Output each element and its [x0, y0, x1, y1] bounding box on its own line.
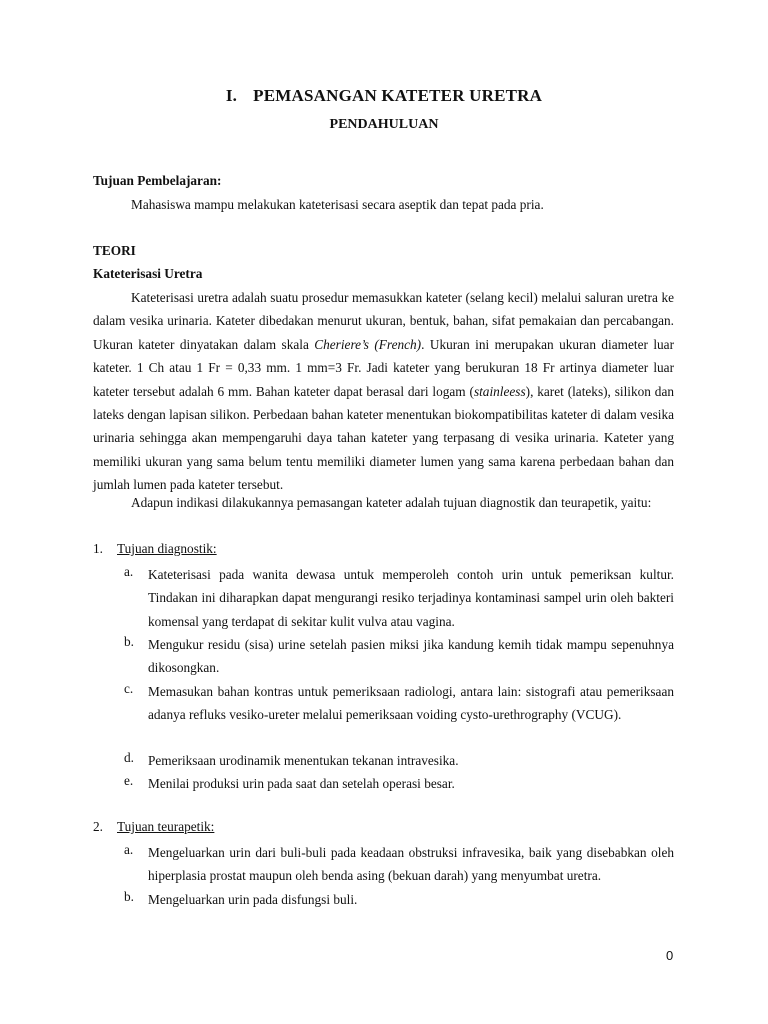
diagnostic-item-a-marker: a. — [124, 564, 134, 579]
therapeutic-item-b: Mengeluarkan urin pada disfungsi buli. — [148, 892, 358, 907]
objective-heading: Tujuan Pembelajaran: — [93, 173, 222, 188]
theory-paragraph-2: Adapun indikasi dilakukannya pemasangan kateter adalah tujuan diagnostik dan teurapetik, yaitu: — [131, 495, 652, 510]
diagnostic-item-a: Kateterisasi pada wanita dewasa untuk memperoleh contoh urin untuk pemeriksan kultur. Tindakan ini diharapkan dapat mengurangi resiko terjadinya kontaminasi sampel urin oleh bakteri komensal yang terdapat di sekitar kulit vulva atau vagina. — [148, 567, 674, 629]
diagnostic-item-e: Menilai produksi urin pada saat dan setelah operasi besar. — [148, 776, 455, 791]
diagnostic-heading: Tujuan diagnostik: — [117, 541, 217, 556]
diagnostic-item-d-marker: d. — [124, 750, 134, 765]
theory-heading: TEORI — [93, 243, 136, 258]
section-subtitle: PENDAHULUAN — [329, 117, 439, 132]
diagnostic-item-e-marker: e. — [124, 773, 134, 788]
page-title — [0, 86, 768, 106]
p1-part-c: ), karet (lateks), silikon dan lateks dengan lapisan silikon. Perbedaan bahan kateter menentukan biokompatibilitas kateter di dalam vesika urinaria sehingga akan mempengaruhi daya tahan kateter yang terpasang di vesika urinaria. Kateter yang memiliki ukuran yang sama belum tentu memiliki diameter lumen yang sama karena perbedaan bahan dan jumlah lumen pada kateter tersebut. — [93, 383, 674, 493]
p1-italic-cheriere: Cheriere’s (French) — [314, 336, 422, 352]
p1-italic-stainless: stainleess — [473, 383, 526, 399]
objective-text: Mahasiswa mampu melakukan kateterisasi secara aseptik dan tepat pada pria. — [131, 197, 544, 212]
diagnostic-item-c: Memasukan bahan kontras untuk pemeriksaan radiologi, antara lain: sistografi atau pemeriksaan adanya refluks vesiko-ureter melalui pemeriksaan voiding cysto-urethrography (VCUG). — [148, 684, 674, 723]
therapeutic-item-a-marker: a. — [124, 842, 134, 857]
p1-part-a: Kateterisasi uretra adalah suatu prosedur memasukkan kateter (selang kecil) melalui saluran uretra ke dalam vesika urinaria. Kateter dibedakan menurut ukuran, bentuk, bahan, sifat pemakaian dan percabangan. Ukuran kateter dinyatakan dalam skala — [93, 290, 674, 352]
therapeutic-item-b-marker: b. — [124, 889, 134, 904]
title-number: I. — [225, 86, 238, 105]
diagnostic-item-c-marker: c. — [124, 681, 134, 696]
page-number: 0 — [666, 948, 674, 963]
theory-paragraph-1 — [93, 286, 674, 497]
p1-part-b: . Ukuran ini merupakan ukuran diameter luar kateter. 1 Ch atau 1 Fr = 0,33 mm. 1 mm=3 Fr. Jadi kateter yang berukuran 18 Fr artinya diameter luar kateter tersebut adalah 6 mm. Bahan kateter dapat berasal dari logam ( — [93, 336, 674, 399]
diagnostic-item-d: Pemeriksaan urodinamik menentukan tekanan intravesika. — [148, 753, 459, 768]
therapeutic-heading: Tujuan teurapetik: — [117, 819, 215, 834]
title-text: PEMASANGAN KATETER URETRA — [253, 86, 543, 105]
diagnostic-item-b: Mengukur residu (sisa) urine setelah pasien miksi jika kandung kemih tidak mampu sepenuhnya dikosongkan. — [148, 637, 674, 676]
diagnostic-number: 1. — [93, 541, 103, 556]
diagnostic-item-b-marker: b. — [124, 634, 134, 649]
therapeutic-number: 2. — [93, 819, 103, 834]
theory-subheading: Kateterisasi Uretra — [93, 266, 203, 281]
therapeutic-item-a: Mengeluarkan urin dari buli-buli pada keadaan obstruksi infravesika, baik yang disebabkan oleh hiperplasia prostat maupun oleh benda asing (bekuan darah) yang menyumbat uretra. — [148, 845, 674, 884]
